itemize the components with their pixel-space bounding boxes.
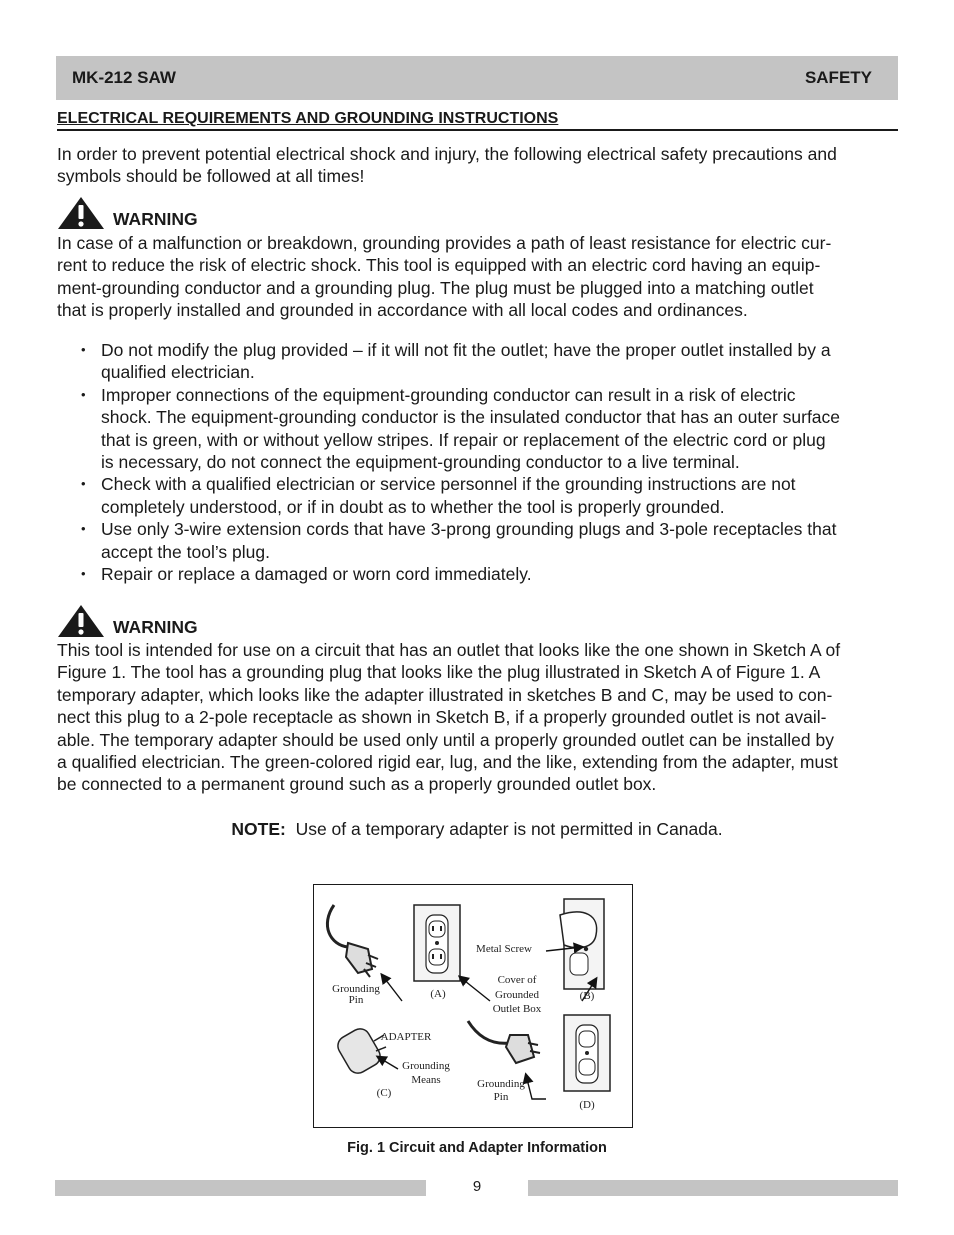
warning-1-line: In case of a malfunction or breakdown, grounding provides a path of least resistance for electric cur- xyxy=(57,233,832,253)
header-section: SAFETY xyxy=(804,68,872,87)
bullet-line: Repair or replace a damaged or worn cord immediately. xyxy=(101,564,532,585)
sketch-a-label: (A) xyxy=(430,988,446,1000)
circuit-adapter-figure xyxy=(313,884,633,1128)
warning-1-line: ment-grounding conductor and a grounding plug. The plug must be plugged into a matching outlet xyxy=(57,277,814,298)
warning-triangle-icon xyxy=(57,604,105,638)
bullet-line: Use only 3-wire extension cords that have 3-prong grounding plugs and 3-pole receptacles that xyxy=(101,519,837,540)
header-model: MK-212 SAW xyxy=(72,68,176,87)
figure-illustration xyxy=(314,885,632,1127)
bullet-dot: • xyxy=(81,521,86,537)
bullet-line: accept the tool’s plug. xyxy=(101,541,270,562)
figure-caption: Fig. 1 Circuit and Adapter Information xyxy=(347,1140,607,1156)
sketch-c-adapter-icon xyxy=(334,1025,386,1077)
canada-note xyxy=(0,818,954,840)
cover-label-2: Grounded xyxy=(495,989,539,1001)
bullet-line: is necessary, do not connect the equipment-grounding conductor to a live terminal. xyxy=(101,452,740,473)
warning-1-heading xyxy=(57,196,198,230)
bullet-item xyxy=(57,473,898,518)
cover-label-1: Cover of xyxy=(497,974,537,986)
grounding-pin-a-label-2: Pin xyxy=(348,994,364,1006)
bullet-dot: • xyxy=(81,342,86,357)
warning-2-line: be connected to a permanent ground such as a properly grounded outlet box. xyxy=(57,774,657,795)
note-label: NOTE: xyxy=(231,819,286,839)
bullet-line: completely understood, or if in doubt as to whether the tool is properly grounded. xyxy=(101,496,725,517)
bullet-line: Improper connections of the equipment-grounding conductor can result in a risk of electric xyxy=(101,384,796,405)
sketch-b-adapter-outlet-icon xyxy=(560,899,604,989)
warning-2-line: able. The temporary adapter should be used only until a properly grounded outlet can be installed by xyxy=(57,729,834,750)
bullet-item xyxy=(57,384,898,474)
warning-1-line: that is properly installed and grounded in accordance with all local codes and ordinances. xyxy=(57,300,748,321)
grounding-pin-a-label-1: Grounding xyxy=(332,983,380,995)
bullet-line: Do not modify the plug provided – if it will not fit the outlet; have the proper outlet installed by a xyxy=(101,340,831,360)
warning-2-label: WARNING xyxy=(113,617,198,637)
bullet-item xyxy=(57,518,898,563)
bullet-line: that is green, with or without yellow stripes. If repair or replacement of the electric cord or plug xyxy=(101,429,826,450)
bullet-dot: • xyxy=(81,386,86,402)
warning-2-line: Figure 1. The tool has a grounding plug that looks like the plug illustrated in Sketch A of Figure 1. A xyxy=(57,662,821,683)
page-header xyxy=(56,56,898,100)
grounding-pin-d-label-1: Grounding xyxy=(477,1078,525,1090)
sketch-a-plug-icon xyxy=(327,905,378,977)
section-title: ELECTRICAL REQUIREMENTS AND GROUNDING INSTRUCTIONS xyxy=(57,110,898,131)
sketch-d-label: (D) xyxy=(579,1099,595,1111)
sketch-c-label: (C) xyxy=(376,1087,392,1099)
warning-2-line: nect this plug to a 2-pole receptacle as shown in Sketch B, if a properly grounded outlet is not avail- xyxy=(57,707,827,728)
grounding-means-label-2: Means xyxy=(411,1074,441,1086)
cover-label-3: Outlet Box xyxy=(492,1003,542,1015)
bullet-line: Check with a qualified electrician or service personnel if the grounding instructions are not xyxy=(101,474,796,495)
metal-screw-label: Metal Screw xyxy=(476,943,532,955)
warning-2-line: This tool is intended for use on a circuit that has an outlet that looks like the one shown in Sketch A of xyxy=(57,640,841,660)
warning-2-text xyxy=(57,639,898,796)
bullet-item xyxy=(57,339,898,384)
warning-2-heading xyxy=(57,604,198,638)
intro-paragraph: In order to prevent potential electrical shock and injury, the following electrical safety precautions and symbols should be followed at all times! xyxy=(57,144,837,187)
safety-bullet-list xyxy=(57,339,898,585)
sketch-b-label: (B) xyxy=(579,990,595,1002)
bullet-line: qualified electrician. xyxy=(101,362,255,383)
warning-2-line: a qualified electrician. The green-colored rigid ear, lug, and the like, extending from the adapter, must xyxy=(57,752,838,773)
warning-1-label: WARNING xyxy=(113,209,198,229)
bullet-dot: • xyxy=(81,566,86,582)
warning-1-line: rent to reduce the risk of electric shock. This tool is equipped with an electric cord having an equip- xyxy=(57,255,821,276)
bullet-dot: • xyxy=(81,476,86,492)
warning-triangle-icon xyxy=(57,196,105,230)
sketch-a-outlet-icon xyxy=(414,905,460,981)
warning-1-text xyxy=(57,232,898,322)
adapter-label: ADAPTER xyxy=(380,1031,432,1043)
bullet-line: shock. The equipment-grounding conductor is the insulated conductor that has an outer surface xyxy=(101,407,841,428)
sketch-d-outlet-icon xyxy=(564,1015,610,1091)
sketch-d-plug-icon xyxy=(468,1021,540,1063)
note-text: Use of a temporary adapter is not permitted in Canada. xyxy=(295,819,723,839)
page-number: 9 xyxy=(472,1178,482,1195)
grounding-means-label-1: Grounding xyxy=(402,1060,450,1072)
bullet-item xyxy=(57,563,898,585)
grounding-pin-d-label-2: Pin xyxy=(493,1091,509,1103)
warning-2-line: temporary adapter, which looks like the adapter illustrated in sketches B and C, may be used to con- xyxy=(57,684,833,705)
